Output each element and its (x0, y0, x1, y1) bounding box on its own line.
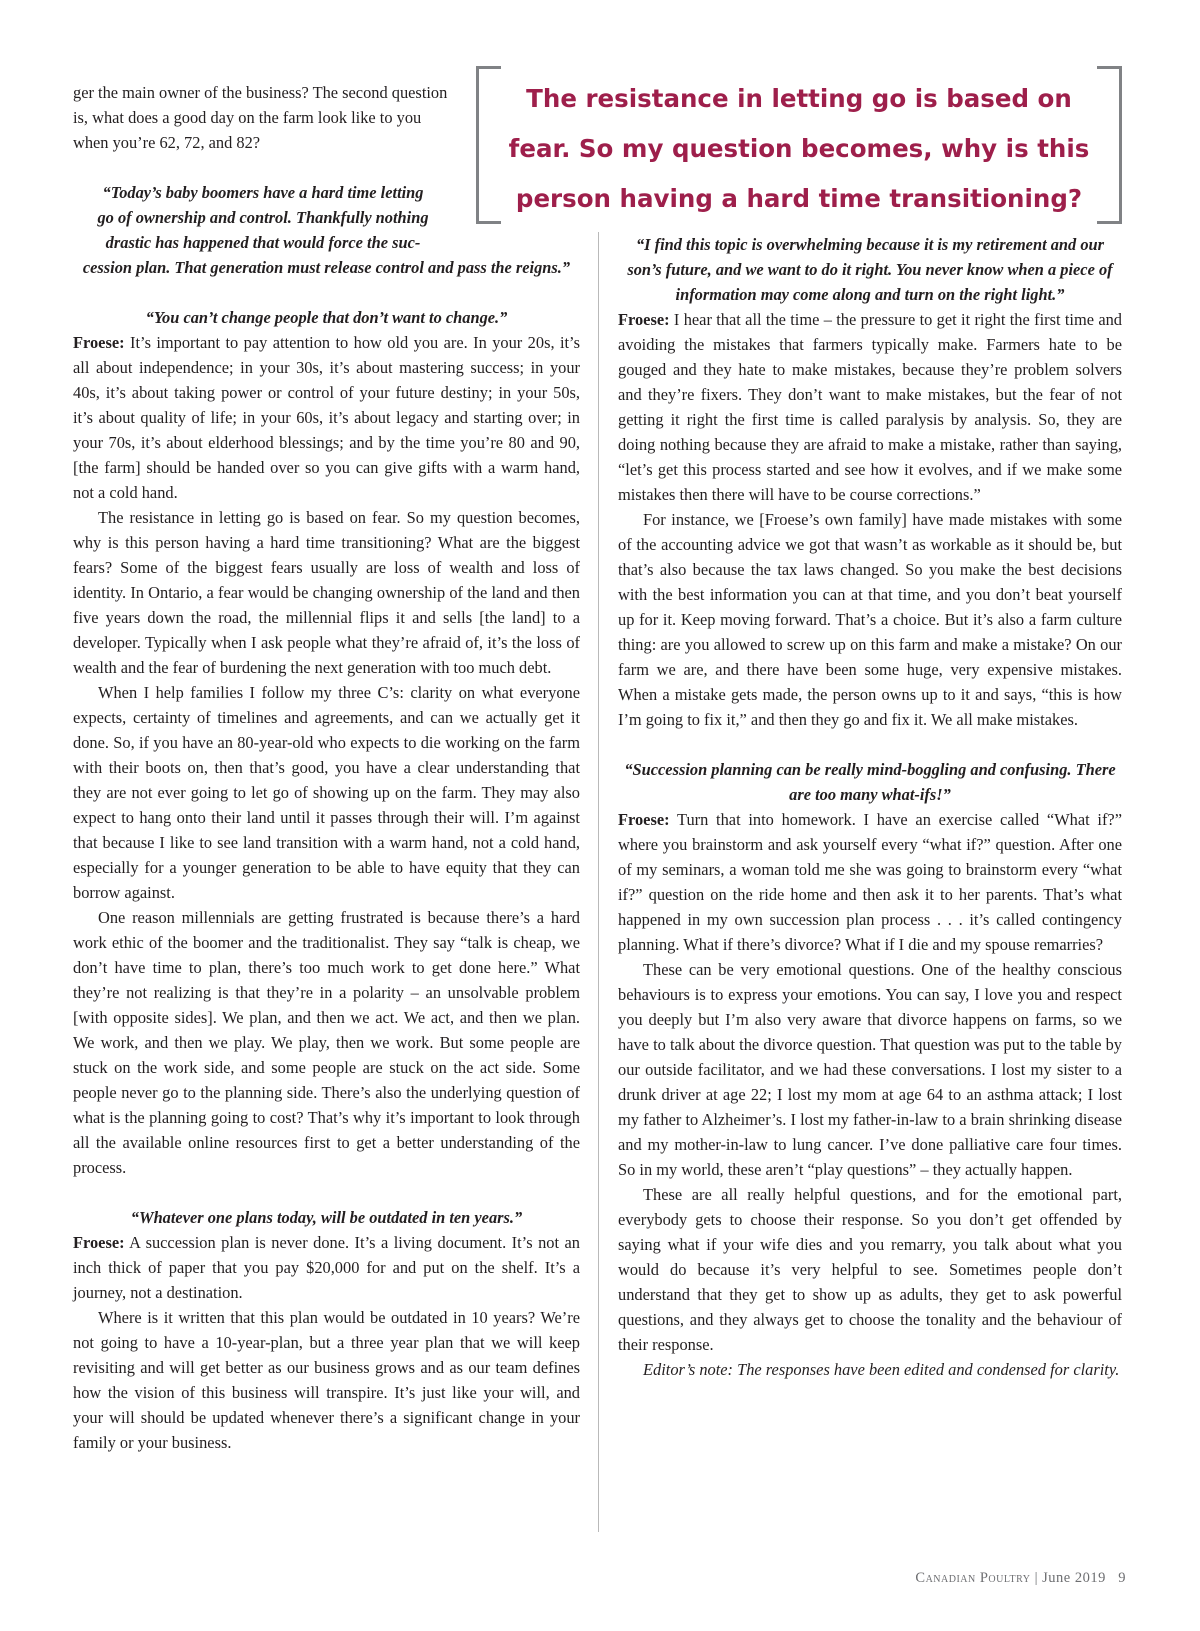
speaker-label: Froese: (618, 310, 670, 329)
pull-quote-right-bracket (1097, 66, 1122, 224)
publication-name: Canadian Poultry (915, 1570, 1031, 1586)
question-1-line-3: drastic has happened that would force the suc- (105, 233, 421, 252)
lead-paragraph: ger the main owner of the business? The second question is, what does a good day on the farm look like to you when you’re 62, 72, and 82? (73, 83, 448, 152)
answer-paragraph: Froese: A succession plan is never done. It’s a living document. It’s not an inch thick of paper that you pay $20,000 for and put on the shelf. It’s a journey, not a destination. (73, 1233, 580, 1302)
right-column (618, 232, 1122, 1382)
answer-paragraph: Where is it written that this plan would be outdated in 10 years? We’re not going to have a 10-year-plan, but a three year plan that we will keep revisiting and will get better as our business grows and as our team defines how the vision of this business will transpire. It’s just like your will, and your will should be updated whenever there’s a significant change in your family or your business. (73, 1308, 580, 1452)
answer-paragraph: When I help families I follow my three C’s: clarity on what everyone expects, certainty of timelines and agreements, and can we actually get it done. So, if you have an 80-year-old who expects to die working on the farm with their boots on, then that’s good, you have a clear understanding that they are not ever going to let go of showing up on the farm. They may also expect to hang onto their land until it passes through their will. I’m against that because I like to see land transition with a warm hand, not a cold hand, especially for a younger generation to be able to have equity that they can borrow against. (73, 683, 580, 902)
editor-note: Editor’s note: The responses have been edited and condensed for clarity. (643, 1360, 1120, 1379)
answer-paragraph: Froese: Turn that into homework. I have an exercise called “What if?” where you brainstorm and ask yourself every “what if?” question. After one of my seminars, a woman told me she was going to brainstorm every “what if?” question on the ride home and then ask it to her parents. That’s what happened in my own succession plan process . . . it’s called contingency planning. What if there’s divorce? What if I die and my spouse remarries? (618, 810, 1122, 954)
question-1-line-2: go of ownership and control. Thankfully nothing (97, 208, 429, 227)
column-divider (598, 232, 599, 1532)
answer-paragraph: These are all really helpful questions, and for the emotional part, everybody gets to choose their response. So you don’t get offended by saying what if your wife dies and you remarry, you talk about what you would do because it’s very helpful to see. Sometimes people don’t understand that they get to show up as adults, they get to ask powerful questions, and they always get to choose the tonality and the behaviour of their response. (618, 1185, 1122, 1354)
interview-question-3: “Whatever one plans today, will be outdated in ten years.” (130, 1208, 523, 1227)
answer-paragraph: Froese: I hear that all the time – the pressure to get it right the first time and avoiding the mistakes that farmers typically make. Farmers hate to be gouged and they hate to make mistakes, because they’re problem solvers and they’re fixers. They don’t want to make mistakes, but the fear of not getting it right the first time is called paralysis by analysis. So, they are doing nothing because they are afraid to make a mistake, rather than saying, “let’s get this process started and see how it evolves, and if we make some mistakes then there will have to be course corrections.” (618, 310, 1122, 504)
pull-quote-text: The resistance in letting go is based on fear. So my question becomes, why is this person having a hard time transitioning? (508, 84, 1090, 213)
interview-question-5: “Succession planning can be really mind-boggling and confusing. There are too many what-ifs!” (624, 760, 1116, 804)
speaker-label: Froese: (73, 1233, 125, 1252)
answer-paragraph: For instance, we [Froese’s own family] have made mistakes with some of the accounting advice we got that wasn’t as workable as it should be, but that’s also because the tax laws changed. So you make the best decisions with the best information you can at that time, and you don’t beat yourself up for it. Keep moving forward. That’s a choice. But it’s also a farm culture thing: are you allowed to screw up on this farm and make a mistake? On our farm we are, and there have been some huge, very expensive mistakes. When a mistake gets made, the person owns up to it and says, “this is how I’m going to fix it,” and then they go and fix it. We all make mistakes. (618, 510, 1122, 729)
answer-paragraph: These can be very emotional questions. One of the healthy conscious behaviours is to express your emotions. You can say, I love you and respect you deeply but I’m also very aware that divorce happens on farms, so we have to talk about the divorce question. That question was put to the table by our outside facilitator, and we had these conversations. I lost my sister to a drunk driver at age 22; I lost my mom at age 64 to an asthma attack; I lost my father to Alzheimer’s. I lost my father-in-law to a brain shrinking disease and my mother-in-law to lung cancer. I’ve done palliative care four times. So in my world, these aren’t “play questions” – they actually happen. (618, 960, 1122, 1179)
question-1-line-1: “Today’s baby boomers have a hard time letting (102, 183, 424, 202)
answer-paragraph: Froese: It’s important to pay attention to how old you are. In your 20s, it’s all about independence; in your 30s, it’s about mastering success; in your 40s, it’s about taking power or control of your future destiny; in your 50s, it’s about quality of life; in your 60s, it’s about legacy and starting over; in your 70s, it’s about elderhood blessings; and by the time you’re 80 and 90, [the farm] should be handed over so you can give gifts with a warm hand, not a cold hand. (73, 333, 580, 502)
left-column (73, 80, 580, 1455)
speaker-label: Froese: (73, 333, 125, 352)
answer-paragraph: One reason millennials are getting frustrated is because there’s a hard work ethic of the boomer and the traditionalist. They say “talk is cheap, we don’t have time to plan, there’s too much work to get done here.” What they’re not realizing is that they’re in a polarity – an unsolvable problem [with opposite sides]. We plan, and then we act. We act, and then we plan. We work, and then we play. We play, then we work. But some people are stuck on the work side, and some people are stuck on the act side. Some people never go to the planning side. There’s also the underlying question of what is the planning going to cost? That’s why it’s important to look through all the available online resources first to get a better understanding of the process. (73, 908, 580, 1177)
interview-question-4: “I find this topic is overwhelming because it is my retirement and our son’s future, and we want to do it right. You never know when a piece of information may come along and turn on the right light.” (627, 235, 1113, 304)
speaker-label: Froese: (618, 810, 670, 829)
issue-date: | June 2019 (1034, 1570, 1106, 1586)
page-footer (915, 1570, 1126, 1587)
interview-question-2: “You can’t change people that don’t want to change.” (145, 308, 508, 327)
question-1-line-4: cession plan. That generation must release control and pass the reigns.” (82, 258, 571, 277)
interview-question-1 (73, 180, 580, 280)
answer-paragraph: The resistance in letting go is based on fear. So my question becomes, why is this person having a hard time transitioning? What are the biggest fears? Some of the biggest fears usually are loss of wealth and loss of identity. In Ontario, a fear would be changing ownership of the land and then five years down the road, the millennial flips it and sells [the land] to a developer. Typically when I ask people what they’re afraid of, it’s the loss of wealth and the fear of burdening the next generation with too much debt. (73, 508, 580, 677)
page-number: 9 (1118, 1570, 1126, 1586)
